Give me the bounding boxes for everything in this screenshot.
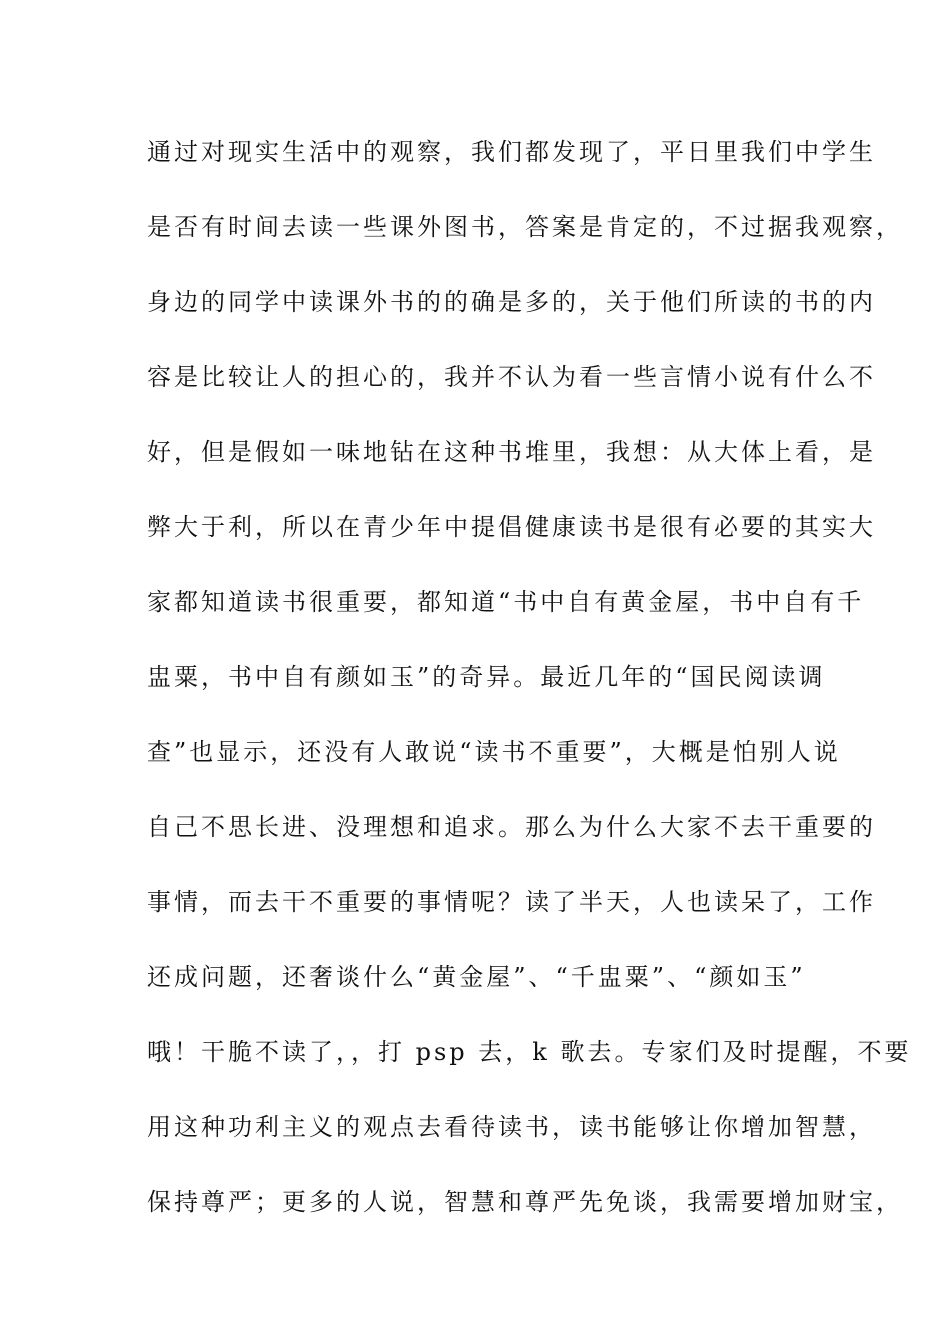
text-line: 用这种功利主义的观点去看待读书，读书能够让你增加智慧， <box>147 1113 876 1141</box>
text-line: 身边的同学中读课外书的的确是多的，关于他们所读的书的内 <box>147 288 876 316</box>
text-line: 通过对现实生活中的观察，我们都发现了，平日里我们中学生 <box>147 138 876 166</box>
text-line: 查”也显示，还没有人敢说“读书不重要”，大概是怕别人说 <box>147 738 841 766</box>
text-line: 弊大于利，所以在青少年中提倡健康读书是很有必要的其实大 <box>147 513 876 541</box>
text-line: 哦！干脆不读了，，打 psp 去，k 歌去。专家们及时提醒，不要 <box>147 1038 912 1066</box>
text-line: 自己不思长进、没理想和追求。那么为什么大家不去干重要的 <box>147 813 876 841</box>
text-line: 事情，而去干不重要的事情呢？读了半天，人也读呆了，工作 <box>147 888 876 916</box>
text-line: 还成问题，还奢谈什么“黄金屋”、“千盅粟”、“颜如玉” <box>147 963 806 991</box>
text-line: 容是比较让人的担心的，我并不认为看一些言情小说有什么不 <box>147 363 876 391</box>
text-line: 是否有时间去读一些课外图书，答案是肯定的，不过据我观察， <box>147 213 903 241</box>
text-line: 家都知道读书很重要，都知道“书中自有黄金屋，书中自有千 <box>147 588 865 616</box>
body-text <box>147 132 912 1257</box>
text-line: 保持尊严；更多的人说，智慧和尊严先免谈，我需要增加财宝， <box>147 1188 903 1216</box>
text-line: 盅粟，书中自有颜如玉”的奇异。最近几年的“国民阅读调 <box>147 663 826 691</box>
text-line: 好，但是假如一味地钻在这种书堆里，我想：从大体上看，是 <box>147 438 876 466</box>
